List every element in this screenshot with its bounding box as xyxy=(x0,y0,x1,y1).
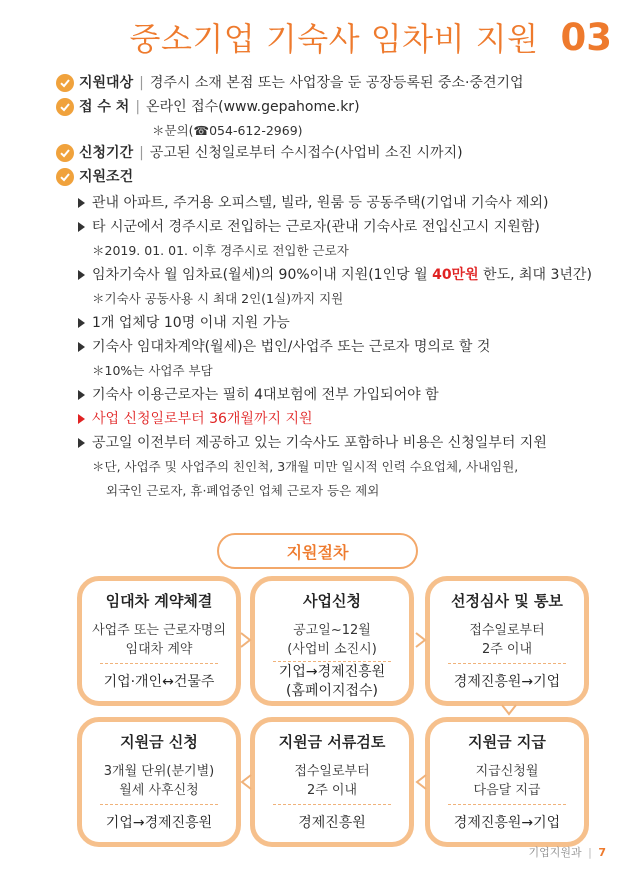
dashed-divider xyxy=(273,804,391,805)
step-desc: 접수일로부터 2주 이내 xyxy=(294,764,370,798)
footer-section: 기업지원과 xyxy=(528,846,582,859)
arrow-right-icon xyxy=(238,630,254,650)
triangle-bullet-icon xyxy=(78,390,85,400)
step-box xyxy=(425,717,589,847)
triangle-bullet-icon xyxy=(78,438,85,448)
step-desc: 지급신청월 다음달 지급 xyxy=(473,764,541,798)
page-title: 중소기업 기숙사 임차비 지원 xyxy=(129,20,539,58)
check-circle-icon xyxy=(56,168,74,186)
info-row-period xyxy=(56,142,616,166)
info-label: 지원대상 xyxy=(79,75,134,91)
dashed-divider xyxy=(273,661,391,662)
step-title: 지원금 신청 xyxy=(120,733,198,751)
info-value: 경주시 소재 본점 또는 사업장을 둔 공장등록된 중소·중견기업 xyxy=(149,75,524,91)
triangle-bullet-icon xyxy=(78,414,85,424)
triangle-bullet-icon xyxy=(78,222,85,232)
footer-separator: | xyxy=(588,846,592,859)
arrow-down-icon xyxy=(499,702,519,718)
list-item: 임차기숙사 월 임차료(월세)의 90%이내 지원(1인당 월 40만원 한도, 최대 3년간) xyxy=(78,264,616,288)
step-actor: 경제진흥원→기업 xyxy=(453,815,561,831)
list-note: ＊2019. 01. 01. 이후 경주시로 전입한 근로자 xyxy=(92,243,349,258)
arrow-left-icon xyxy=(413,772,429,792)
list-note: ＊기숙사 공동사용 시 최대 2인(1실)까지 지원 xyxy=(92,291,344,306)
info-row-target xyxy=(56,72,616,96)
list-item-highlight: 사업 신청일로부터 36개월까지 지원 xyxy=(78,408,616,432)
list-item: 관내 아파트, 주거용 오피스텔, 빌라, 원룸 등 공동주택(기업내 기숙사 제외) xyxy=(78,192,616,216)
separator: | xyxy=(139,145,144,161)
check-circle-icon xyxy=(56,74,74,92)
step-box xyxy=(77,717,241,847)
procedure-title: 지원절차 xyxy=(217,533,418,569)
list-item: 기숙사 임대차계약(월세)은 법인/사업주 또는 근로자 명의로 할 것 xyxy=(78,336,616,360)
step-box xyxy=(250,576,414,706)
page-footer xyxy=(528,844,606,860)
info-label: 지원조건 xyxy=(79,169,134,185)
step-box xyxy=(425,576,589,706)
step-actor: 기업·개인↔건물주 xyxy=(103,674,215,690)
step-desc: 3개월 단위(분기별) 월세 사후신청 xyxy=(103,764,215,798)
arrow-right-icon xyxy=(413,630,429,650)
step-title: 지원금 지급 xyxy=(468,733,546,751)
step-desc: 사업주 또는 근로자명의 임대차 계약 xyxy=(92,623,226,657)
list-note: 외국인 근로자, 휴·폐업중인 업체 근로자 등은 제외 xyxy=(106,483,380,498)
separator: | xyxy=(135,99,141,115)
list-note: ＊10%는 사업주 부담 xyxy=(92,363,213,378)
info-row-conditions xyxy=(56,166,616,190)
info-row-apply xyxy=(56,96,616,120)
conditions-list xyxy=(56,192,616,504)
list-item: 공고일 이전부터 제공하고 있는 기숙사도 포함하나 비용은 신청일부터 지원 xyxy=(78,432,616,456)
highlight-amount: 40만원 xyxy=(432,267,479,283)
dashed-divider xyxy=(448,804,566,805)
list-note: ＊단, 사업주 및 사업주의 친인척, 3개월 미만 일시적 인력 수요업체, 사내임원, xyxy=(92,459,519,474)
check-circle-icon xyxy=(56,144,74,162)
step-title: 선정심사 및 통보 xyxy=(451,592,563,610)
step-title: 지원금 서류검토 xyxy=(278,733,386,751)
step-actor: 경제진흥원→기업 xyxy=(453,674,561,690)
step-actor: 기업→경제진흥원 xyxy=(105,815,213,831)
triangle-bullet-icon xyxy=(78,270,85,280)
dashed-divider xyxy=(100,804,218,805)
page-number: 7 xyxy=(598,846,606,859)
list-item: 타 시군에서 경주시로 전입하는 근로자(관내 기숙사로 전입신고시 지원함) xyxy=(78,216,616,240)
step-desc: 공고일~12월 (사업비 소진시) xyxy=(287,623,377,657)
triangle-bullet-icon xyxy=(78,198,85,208)
info-value: 공고된 신청일로부터 수시접수(사업비 소진 시까지) xyxy=(149,145,463,161)
info-label: 접 수 처 xyxy=(79,99,130,115)
step-desc: 접수일로부터 2주 이내 xyxy=(469,623,545,657)
step-box xyxy=(250,717,414,847)
page-header xyxy=(130,14,612,60)
dashed-divider xyxy=(100,663,218,664)
triangle-bullet-icon xyxy=(78,342,85,352)
step-title: 임대차 계약체결 xyxy=(105,592,213,610)
list-item: 기숙사 이용근로자는 필히 4대보험에 전부 가입되어야 함 xyxy=(78,384,616,408)
info-label: 신청기간 xyxy=(79,145,134,161)
info-value: 온라인 접수(www.gepahome.kr) xyxy=(146,99,360,115)
step-title: 사업신청 xyxy=(303,592,361,610)
list-item: 1개 업체당 10명 이내 지원 가능 xyxy=(78,312,616,336)
step-box xyxy=(77,576,241,706)
dashed-divider xyxy=(448,663,566,664)
contact-note: ＊문의(☎054-612-2969) xyxy=(152,123,303,138)
step-actor: 기업→경제진흥원 (홈페이지접수) xyxy=(278,664,386,699)
arrow-left-icon xyxy=(238,772,254,792)
check-circle-icon xyxy=(56,98,74,116)
info-section xyxy=(56,72,616,504)
triangle-bullet-icon xyxy=(78,318,85,328)
step-actor: 경제진흥원 xyxy=(298,815,366,831)
separator: | xyxy=(139,75,144,91)
section-number: 03 xyxy=(560,16,612,59)
